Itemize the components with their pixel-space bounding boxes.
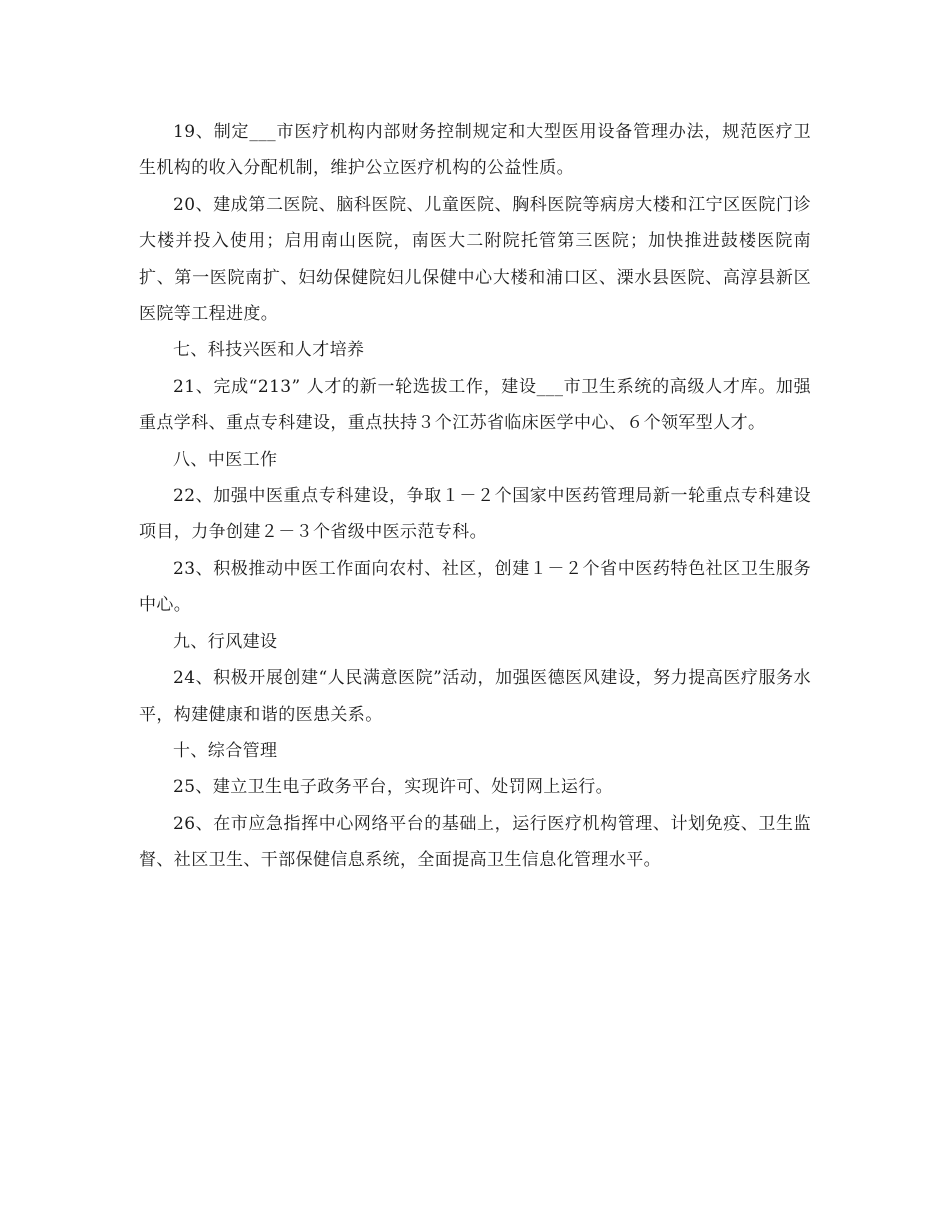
paragraph-item-26: 26、在市应急指挥中心网络平台的基础上，运行医疗机构管理、计划免疫、卫生监督、社区卫生、干部保健信息系统，全面提高卫生信息化管理水平。 [139,813,811,871]
paragraph-item-24: 24、积极开展创建“人民满意医院”活动，加强医德医风建设，努力提高医疗服务水平，构建健康和谐的医患关系。 [139,668,811,725]
section-heading-management: 十、综合管理 [173,740,278,761]
section-heading-tech-talent: 七、科技兴医和人才培养 [173,340,365,361]
paragraph-item-19: 19、制定___市医疗机构内部财务控制规定和大型医用设备管理办法，规范医疗卫生机构的收入分配机制，维护公立医疗机构的公益性质。 [139,122,811,179]
section-heading-tcm: 八、中医工作 [173,449,278,470]
paragraph-item-23: 23、积极推动中医工作面向农村、社区，创建１－２个省中医药特色社区卫生服务中心。 [139,558,811,616]
section-heading-conduct: 九、行风建设 [173,631,278,652]
document-body [139,114,811,879]
paragraph-item-21: 21、完成“213” 人才的新一轮选拔工作，建设___市卫生系统的高级人才库。加强重点学科、重点专科建设，重点扶持３个江苏省临床医学中心、６个领军型人才。 [139,376,811,434]
paragraph-item-20: 20、建成第二医院、脑科医院、儿童医院、胸科医院等病房大楼和江宁区医院门诊大楼并投入使用；启用南山医院，南医大二附院托管第三医院；加快推进鼓楼医院南扩、第一医院南扩、妇幼保健院妇儿保健中心大楼和浦口区、溧水县医院、高淳县新区医院等工程进度。 [139,194,811,325]
paragraph-item-22: 22、加强中医重点专科建设，争取１－２个国家中医药管理局新一轮重点专科建设项目，力争创建２－３个省级中医示范专科。 [139,486,811,543]
paragraph-item-25: 25、建立卫生电子政务平台，实现许可、处罚网上运行。 [173,777,614,798]
